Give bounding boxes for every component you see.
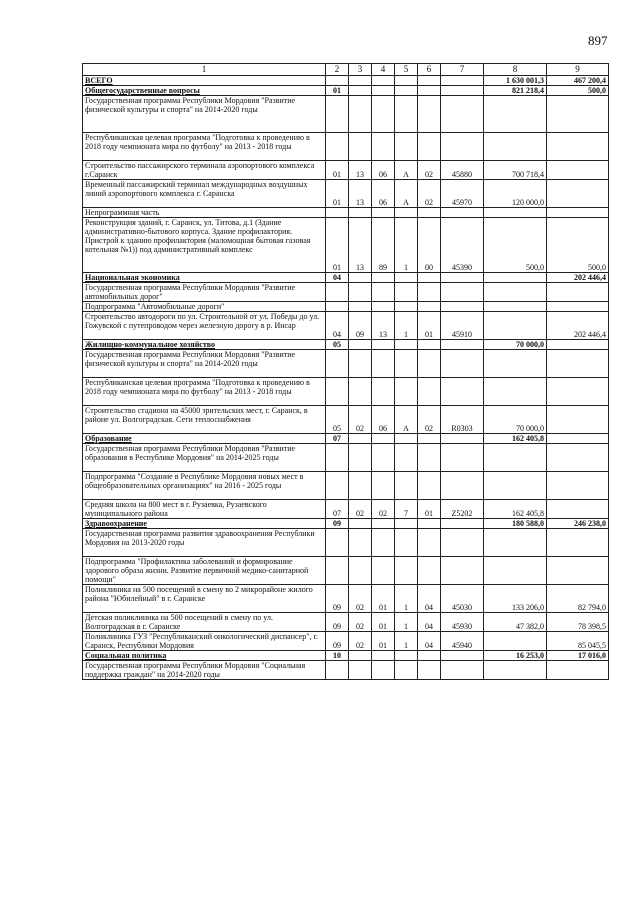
code-cell [441, 350, 484, 378]
code-cell [441, 96, 484, 133]
code-cell [372, 302, 395, 312]
amount-cell: 70 000,0 [484, 340, 547, 350]
code-cell: 09 [326, 632, 349, 651]
table-row [83, 133, 609, 161]
code-cell [395, 434, 418, 444]
table-row [83, 180, 609, 208]
code-cell [418, 519, 441, 529]
column-header: 3 [349, 64, 372, 76]
code-cell [418, 378, 441, 406]
code-cell: 1 [395, 312, 418, 340]
amount-cell [484, 661, 547, 680]
code-cell: 02 [418, 161, 441, 180]
code-cell [372, 76, 395, 86]
code-cell [418, 76, 441, 86]
amount-cell [484, 557, 547, 585]
amount-cell [484, 302, 547, 312]
code-cell: 02 [349, 585, 372, 613]
code-cell [418, 444, 441, 472]
table-row [83, 444, 609, 472]
code-cell: 02 [349, 406, 372, 434]
code-cell [418, 273, 441, 283]
code-cell [349, 96, 372, 133]
code-cell [418, 661, 441, 680]
code-cell [395, 661, 418, 680]
code-cell: 45910 [441, 312, 484, 340]
table-row [83, 557, 609, 585]
code-cell: 02 [349, 613, 372, 632]
row-label: Жилищно-коммунальное хозяйство [83, 340, 326, 350]
code-cell [326, 529, 349, 557]
code-cell [418, 529, 441, 557]
row-label: Подпрограмма "Автомобильные дороги" [83, 302, 326, 312]
table-row [83, 96, 609, 133]
budget-table [82, 63, 609, 680]
code-cell [441, 133, 484, 161]
code-cell: 7 [395, 500, 418, 519]
code-cell [395, 444, 418, 472]
code-cell [441, 86, 484, 96]
code-cell [349, 651, 372, 661]
code-cell [418, 283, 441, 302]
amount-cell [547, 472, 609, 500]
code-cell: 09 [326, 585, 349, 613]
amount-cell: 162 405,8 [484, 500, 547, 519]
amount-cell: 700 718,4 [484, 161, 547, 180]
code-cell [326, 472, 349, 500]
code-cell [349, 444, 372, 472]
code-cell: 04 [418, 632, 441, 651]
row-label: Строительство пассажирского терминала аэропортового комплекса г.Саранск [83, 161, 326, 180]
row-label: Государственная программа Республики Мордовия "Развитие образования в Республике Мордовия" на 2014-2025 годы [83, 444, 326, 472]
code-cell: А [395, 180, 418, 208]
row-label: Национальная экономика [83, 273, 326, 283]
amount-cell: 78 398,5 [547, 613, 609, 632]
code-cell [418, 557, 441, 585]
code-cell: 1 [395, 585, 418, 613]
row-label: Государственная программа Республики Мордовия "Развитие автомобильных дорог" [83, 283, 326, 302]
code-cell: 1 [395, 218, 418, 273]
code-cell [395, 340, 418, 350]
code-cell: 01 [326, 86, 349, 96]
code-cell [441, 557, 484, 585]
code-cell [441, 661, 484, 680]
table-row [83, 585, 609, 613]
amount-cell [547, 529, 609, 557]
code-cell [349, 283, 372, 302]
code-cell [418, 340, 441, 350]
row-label: Временный пассажирский терминал международных воздушных линий аэропортового комплекса г. Саранска [83, 180, 326, 208]
amount-cell: 500,0 [547, 218, 609, 273]
column-header: 6 [418, 64, 441, 76]
code-cell [395, 133, 418, 161]
code-cell [372, 340, 395, 350]
code-cell: 01 [372, 585, 395, 613]
column-header: 2 [326, 64, 349, 76]
code-cell: 04 [326, 312, 349, 340]
table-row [83, 661, 609, 680]
code-cell [395, 283, 418, 302]
code-cell [349, 378, 372, 406]
code-cell [395, 302, 418, 312]
row-label: Государственная программа Республики Мордовия "Развитие физической культуры и спорта" на 2014-2020 годы [83, 350, 326, 378]
code-cell: 01 [326, 161, 349, 180]
amount-cell [547, 500, 609, 519]
code-cell: А [395, 406, 418, 434]
code-cell [372, 208, 395, 218]
code-cell [441, 76, 484, 86]
code-cell [418, 86, 441, 96]
table-row [83, 613, 609, 632]
code-cell [372, 434, 395, 444]
code-cell [349, 661, 372, 680]
code-cell [395, 76, 418, 86]
code-cell: 02 [349, 500, 372, 519]
table-row [83, 302, 609, 312]
amount-cell [484, 208, 547, 218]
column-header: 8 [484, 64, 547, 76]
code-cell [418, 96, 441, 133]
amount-cell: 202 446,4 [547, 312, 609, 340]
code-cell [372, 273, 395, 283]
code-cell [418, 350, 441, 378]
table-row [83, 283, 609, 302]
code-cell [349, 557, 372, 585]
code-cell [372, 96, 395, 133]
amount-cell: 1 630 001,3 [484, 76, 547, 86]
code-cell: 04 [418, 613, 441, 632]
row-label: Общегосударственные вопросы [83, 86, 326, 96]
code-cell [349, 350, 372, 378]
table-row [83, 350, 609, 378]
column-header: 1 [83, 64, 326, 76]
amount-cell: 246 238,0 [547, 519, 609, 529]
code-cell [349, 472, 372, 500]
code-cell: 45880 [441, 161, 484, 180]
amount-cell: 180 588,0 [484, 519, 547, 529]
table-row [83, 651, 609, 661]
amount-cell: 202 446,4 [547, 273, 609, 283]
code-cell [441, 302, 484, 312]
row-label: Строительство автодороги по ул. Строительной от ул. Победы до ул. Гожувской с путепроводом через железную дорогу в р. Инсар [83, 312, 326, 340]
table-row [83, 406, 609, 434]
row-label: Непрограммная часть [83, 208, 326, 218]
code-cell: 07 [326, 500, 349, 519]
code-cell: 45970 [441, 180, 484, 208]
amount-cell [484, 96, 547, 133]
code-cell [326, 208, 349, 218]
code-cell [349, 340, 372, 350]
code-cell: 06 [372, 406, 395, 434]
code-cell [441, 273, 484, 283]
code-cell [372, 133, 395, 161]
code-cell [441, 434, 484, 444]
code-cell: 09 [326, 519, 349, 529]
row-label: Строительство стадиона на 45000 зрительских мест, г. Саранск, в районе ул. Волгоградская. Сети теплоснабжения [83, 406, 326, 434]
amount-cell [547, 96, 609, 133]
row-label: Средняя школа на 800 мест в г. Рузаевка, Рузаевского муниципального района [83, 500, 326, 519]
table-row [83, 519, 609, 529]
code-cell [418, 651, 441, 661]
code-cell: А [395, 161, 418, 180]
code-cell: 06 [372, 161, 395, 180]
code-cell [441, 651, 484, 661]
amount-cell [547, 434, 609, 444]
code-cell: 45030 [441, 585, 484, 613]
code-cell [326, 283, 349, 302]
table-row [83, 218, 609, 273]
code-cell: 1 [395, 632, 418, 651]
amount-cell: 82 794,0 [547, 585, 609, 613]
amount-cell: 467 200,4 [547, 76, 609, 86]
code-cell: 45390 [441, 218, 484, 273]
amount-cell [484, 283, 547, 302]
amount-cell: 500,0 [547, 86, 609, 96]
table-row [83, 632, 609, 651]
amount-cell [547, 161, 609, 180]
code-cell: 13 [372, 312, 395, 340]
row-label: Здравоохранение [83, 519, 326, 529]
code-cell: 89 [372, 218, 395, 273]
code-cell: 01 [418, 500, 441, 519]
code-cell: 07 [326, 434, 349, 444]
table-row [83, 76, 609, 86]
amount-cell: 821 218,4 [484, 86, 547, 96]
amount-cell [547, 661, 609, 680]
code-cell [395, 519, 418, 529]
row-label: Республиканская целевая программа "Подготовка к проведению в 2018 году чемпионата мира по футболу" на 2013 - 2018 годы [83, 378, 326, 406]
code-cell [395, 350, 418, 378]
amount-cell: 162 405,8 [484, 434, 547, 444]
code-cell [326, 444, 349, 472]
row-label: Подпрограмма "Профилактика заболеваний и формирование здорового образа жизни. Развитие первичной медико-санитарной помощи" [83, 557, 326, 585]
code-cell: 06 [372, 180, 395, 208]
amount-cell: 120 000,0 [484, 180, 547, 208]
code-cell: 45930 [441, 613, 484, 632]
column-header: 9 [547, 64, 609, 76]
amount-cell: 47 382,0 [484, 613, 547, 632]
code-cell [418, 472, 441, 500]
column-header: 7 [441, 64, 484, 76]
code-cell [395, 96, 418, 133]
code-cell [326, 557, 349, 585]
amount-cell: 85 045,5 [547, 632, 609, 651]
code-cell [395, 472, 418, 500]
code-cell [326, 661, 349, 680]
code-cell: 05 [326, 406, 349, 434]
code-cell [349, 273, 372, 283]
code-cell [349, 302, 372, 312]
code-cell [372, 350, 395, 378]
code-cell: 01 [372, 613, 395, 632]
code-cell [441, 340, 484, 350]
code-cell: 02 [418, 180, 441, 208]
code-cell [395, 208, 418, 218]
code-cell [349, 208, 372, 218]
code-cell [372, 472, 395, 500]
code-cell: 1 [395, 613, 418, 632]
code-cell: 01 [326, 180, 349, 208]
amount-cell: 133 206,0 [484, 585, 547, 613]
code-cell [349, 86, 372, 96]
amount-cell [547, 302, 609, 312]
code-cell [395, 86, 418, 96]
code-cell [372, 86, 395, 96]
code-cell: R0303 [441, 406, 484, 434]
row-label: Поликлиника на 500 посещений в смену во 2 микрорайоне жилого района "Юбилейный" в г. Саранске [83, 585, 326, 613]
table-row [83, 208, 609, 218]
code-cell [395, 529, 418, 557]
code-cell: 01 [372, 632, 395, 651]
code-cell: 05 [326, 340, 349, 350]
row-label: Образование [83, 434, 326, 444]
amount-cell [484, 312, 547, 340]
amount-cell [547, 444, 609, 472]
amount-cell [547, 208, 609, 218]
code-cell [372, 661, 395, 680]
amount-cell: 17 016,0 [547, 651, 609, 661]
code-cell: 04 [326, 273, 349, 283]
table-row [83, 434, 609, 444]
table-row [83, 529, 609, 557]
code-cell [349, 133, 372, 161]
code-cell [418, 208, 441, 218]
code-cell [372, 444, 395, 472]
code-cell [441, 472, 484, 500]
code-cell [326, 76, 349, 86]
amount-cell [484, 632, 547, 651]
code-cell [349, 76, 372, 86]
code-cell [418, 302, 441, 312]
amount-cell: 16 253,0 [484, 651, 547, 661]
code-cell [441, 378, 484, 406]
code-cell: 13 [349, 180, 372, 208]
code-cell: 01 [418, 312, 441, 340]
row-label: Республиканская целевая программа "Подготовка к проведению в 2018 году чемпионата мира по футболу" на 2013 - 2018 годы [83, 133, 326, 161]
amount-cell [547, 350, 609, 378]
code-cell [395, 378, 418, 406]
amount-cell [547, 133, 609, 161]
code-cell: 09 [326, 613, 349, 632]
table-row [83, 86, 609, 96]
code-cell: 09 [349, 312, 372, 340]
code-cell [326, 96, 349, 133]
code-cell: 04 [418, 585, 441, 613]
column-header: 4 [372, 64, 395, 76]
code-cell [349, 434, 372, 444]
table-row [83, 312, 609, 340]
code-cell [395, 557, 418, 585]
amount-cell [547, 378, 609, 406]
row-label: Реконструкция зданий, г. Саранск, ул. Титова, д.1 (Здание административно-бытового корпуса. Здание профилактория. Пристрой к зданию профилактория (маломощная бытовая газовая котельная №1)) под административный комплекс [83, 218, 326, 273]
table-row [83, 340, 609, 350]
table-row [83, 500, 609, 519]
amount-cell [547, 180, 609, 208]
amount-cell: 70 000,0 [484, 406, 547, 434]
code-cell [441, 444, 484, 472]
row-label: Государственная программа Республики Мордовия "Социальная поддержка граждан" на 2014-2020 годы [83, 661, 326, 680]
amount-cell [484, 378, 547, 406]
code-cell [418, 434, 441, 444]
code-cell [441, 283, 484, 302]
code-cell: Z5202 [441, 500, 484, 519]
code-cell [372, 283, 395, 302]
code-cell: 02 [418, 406, 441, 434]
row-label: ВСЕГО [83, 76, 326, 86]
code-cell: 13 [349, 218, 372, 273]
code-cell [326, 302, 349, 312]
code-cell: 10 [326, 651, 349, 661]
code-cell [395, 273, 418, 283]
row-label: Государственная программа Республики Мордовия "Развитие физической культуры и спорта" на 2014-2020 годы [83, 96, 326, 133]
code-cell [349, 529, 372, 557]
amount-cell [484, 133, 547, 161]
table-header-row [83, 64, 609, 76]
code-cell: 01 [326, 218, 349, 273]
code-cell [372, 529, 395, 557]
amount-cell [547, 283, 609, 302]
code-cell [418, 133, 441, 161]
code-cell [326, 133, 349, 161]
amount-cell [484, 529, 547, 557]
amount-cell [547, 340, 609, 350]
column-header: 5 [395, 64, 418, 76]
row-label: Социальная политика [83, 651, 326, 661]
table-row [83, 472, 609, 500]
amount-cell: 500,0 [484, 218, 547, 273]
row-label: Детская поликлиника на 500 посещений в смену по ул. Волгоградская в г. Саранске [83, 613, 326, 632]
code-cell [326, 378, 349, 406]
row-label: Государственная программа развития здравоохранения Республики Мордовия на 2013-2020 годы [83, 529, 326, 557]
row-label: Поликлиника ГУЗ "Республиканский онкологический диспансер", г. Саранск, Республики Мордовия [83, 632, 326, 651]
code-cell [372, 519, 395, 529]
code-cell: 00 [418, 218, 441, 273]
amount-cell [547, 406, 609, 434]
code-cell [441, 529, 484, 557]
row-label: Подпрограмма "Создание в Республике Мордовия новых мест в общеобразовательных организациях" на 2016 - 2025 годы [83, 472, 326, 500]
table-row [83, 161, 609, 180]
amount-cell [484, 273, 547, 283]
code-cell [395, 651, 418, 661]
code-cell [372, 557, 395, 585]
code-cell: 02 [349, 632, 372, 651]
code-cell [372, 378, 395, 406]
amount-cell [547, 557, 609, 585]
amount-cell [484, 472, 547, 500]
code-cell: 13 [349, 161, 372, 180]
amount-cell [484, 444, 547, 472]
code-cell [326, 350, 349, 378]
table-row [83, 273, 609, 283]
code-cell [372, 651, 395, 661]
page-number: 897 [588, 33, 608, 48]
table-row [83, 378, 609, 406]
code-cell: 45940 [441, 632, 484, 651]
code-cell: 02 [372, 500, 395, 519]
code-cell [441, 208, 484, 218]
code-cell [441, 519, 484, 529]
amount-cell [484, 350, 547, 378]
code-cell [349, 519, 372, 529]
